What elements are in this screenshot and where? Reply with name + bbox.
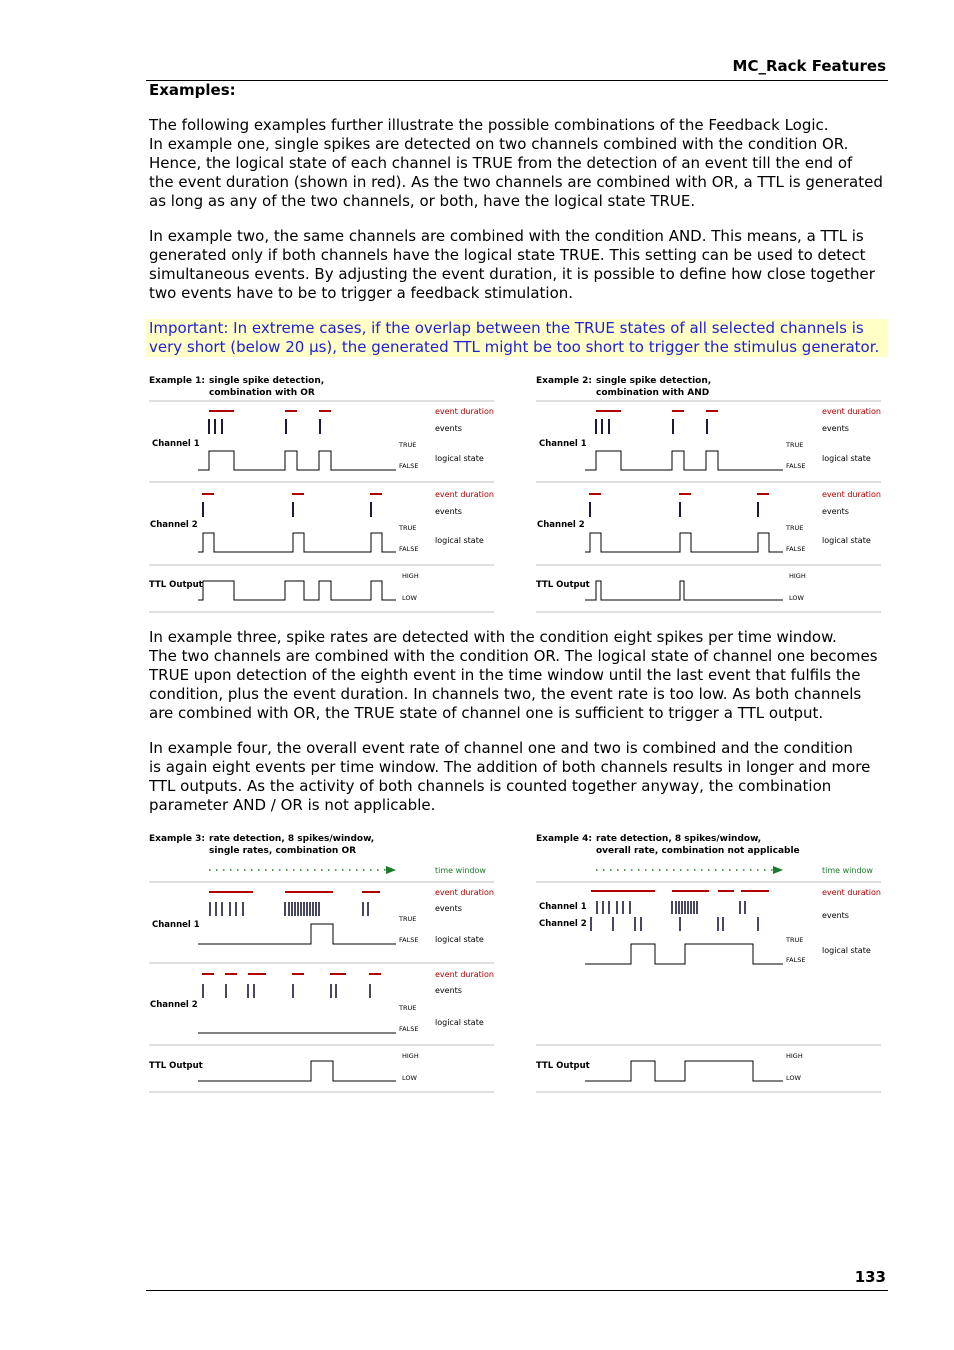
channel-1-label: Channel 1 — [152, 439, 200, 449]
footer-rule — [146, 1290, 888, 1291]
event-duration-label: event duration — [435, 970, 494, 979]
event-duration-label: event duration — [822, 490, 881, 499]
ttl-output-label: TTL Output — [149, 1061, 203, 1071]
events-label: events — [435, 986, 462, 995]
low-label: LOW — [786, 1074, 801, 1082]
logical-state-label: logical state — [435, 536, 484, 545]
false-label: FALSE — [399, 936, 419, 944]
low-label: LOW — [402, 594, 417, 602]
fig-title: Example 1: — [149, 376, 206, 386]
true-label: TRUE — [399, 441, 417, 449]
important-note — [146, 319, 888, 357]
text-line: generated only if both channels have the logical state TRUE. This setting can be used to detect — [149, 246, 866, 264]
logical-state-label: logical state — [435, 454, 484, 463]
logical-state-label: logical state — [435, 935, 484, 944]
true-label: TRUE — [786, 524, 804, 532]
running-header: MC_Rack Features — [732, 57, 886, 75]
event-duration-label: event duration — [435, 407, 494, 416]
fig-subtitle: combination with OR — [209, 388, 315, 398]
text-line: TRUE upon detection of the eighth event in the time window until the last event that fulfils the — [149, 666, 861, 684]
text-line: In example one, single spikes are detected on two channels combined with the condition OR. — [149, 135, 849, 153]
true-label: TRUE — [399, 1004, 417, 1012]
channel-1-label: Channel 1 — [539, 902, 587, 912]
fig-subtitle: single rates, combination OR — [209, 846, 357, 856]
text-line: TTL outputs. As the activity of both channels is counted together anyway, the combination — [149, 777, 832, 795]
figure-example-3 — [146, 830, 498, 1096]
text-line: are combined with OR, the TRUE state of channel one is sufficient to trigger a TTL output. — [149, 704, 824, 722]
text-line: The two channels are combined with the condition OR. The logical state of channel one becomes — [149, 647, 878, 665]
channel-1-label: Channel 1 — [152, 920, 200, 930]
false-label: FALSE — [786, 545, 806, 553]
page-number: 133 — [854, 1268, 886, 1286]
events-label: events — [822, 911, 849, 920]
event-duration-label: event duration — [435, 490, 494, 499]
text-line: as long as any of the two channels, or both, have the logical state TRUE. — [149, 192, 696, 210]
low-label: LOW — [789, 594, 804, 602]
ttl-output-label: TTL Output — [536, 1061, 590, 1071]
ttl-output-label: TTL Output — [536, 580, 590, 590]
text-line: two events have to be to trigger a feedback stimulation. — [149, 284, 574, 302]
time-window-label: time window — [822, 866, 873, 875]
false-label: FALSE — [399, 462, 419, 470]
high-label: HIGH — [402, 1052, 419, 1060]
true-label: TRUE — [786, 441, 804, 449]
text-line: condition, plus the event duration. In channels two, the event rate is too low. As both channels — [149, 685, 862, 703]
low-label: LOW — [402, 1074, 417, 1082]
events-label: events — [435, 904, 462, 913]
fig-subtitle: rate detection, 8 spikes/window, — [596, 834, 762, 844]
fig-title: Example 2: — [536, 376, 593, 386]
channel-2-label: Channel 2 — [537, 520, 585, 530]
figure-example-1 — [146, 372, 498, 616]
text-line: The following examples further illustrate the possible combinations of the Feedback Logic. — [149, 116, 829, 134]
text-line: is again eight events per time window. The addition of both channels results in longer and more — [149, 758, 871, 776]
header-rule — [146, 80, 888, 81]
paragraph-2 — [149, 227, 884, 303]
fig-subtitle: overall rate, combination not applicable — [596, 846, 800, 856]
text-line: the event duration (shown in red). As the two channels are combined with OR, a TTL is generated — [149, 173, 883, 191]
events-label: events — [435, 507, 462, 516]
text-line: In example four, the overall event rate of channel one and two is combined and the condition — [149, 739, 853, 757]
events-label: events — [435, 424, 462, 433]
event-duration-label: event duration — [822, 407, 881, 416]
figure-example-2 — [533, 372, 885, 616]
important-line: Important: In extreme cases, if the overlap between the TRUE states of all selected channels is — [149, 319, 864, 337]
text-line: In example two, the same channels are combined with the condition AND. This means, a TTL is — [149, 227, 864, 245]
high-label: HIGH — [789, 572, 806, 580]
high-label: HIGH — [402, 572, 419, 580]
channel-1-label: Channel 1 — [539, 439, 587, 449]
event-duration-label: event duration — [435, 888, 494, 897]
true-label: TRUE — [399, 524, 417, 532]
false-label: FALSE — [786, 462, 806, 470]
logical-state-label: logical state — [822, 454, 871, 463]
fig-title: Example 4: — [536, 834, 593, 844]
figure-example-4 — [533, 830, 885, 1096]
time-window-label: time window — [435, 866, 486, 875]
false-label: FALSE — [399, 1025, 419, 1033]
text-line: Hence, the logical state of each channel is TRUE from the detection of an event till the end of — [149, 154, 853, 172]
events-label: events — [822, 424, 849, 433]
ttl-output-label: TTL Output — [149, 580, 203, 590]
fig-subtitle: combination with AND — [596, 388, 710, 398]
paragraph-4 — [149, 739, 884, 815]
events-label: events — [822, 507, 849, 516]
true-label: TRUE — [786, 936, 804, 944]
true-label: TRUE — [399, 915, 417, 923]
section-heading: Examples: — [149, 81, 236, 99]
fig-subtitle: single spike detection, — [596, 376, 712, 386]
text-line: In example three, spike rates are detected with the condition eight spikes per time window. — [149, 628, 837, 646]
fig-title: Example 3: — [149, 834, 206, 844]
important-line: very short (below 20 µs), the generated TTL might be too short to trigger the stimulus generator. — [149, 338, 880, 356]
text-line: parameter AND / OR is not applicable. — [149, 796, 436, 814]
event-duration-label: event duration — [822, 888, 881, 897]
logical-state-label: logical state — [435, 1018, 484, 1027]
false-label: FALSE — [399, 545, 419, 553]
logical-state-label: logical state — [822, 536, 871, 545]
paragraph-1 — [149, 116, 884, 211]
logical-state-label: logical state — [822, 946, 871, 955]
channel-2-label: Channel 2 — [150, 520, 198, 530]
channel-2-label: Channel 2 — [150, 1000, 198, 1010]
fig-subtitle: single spike detection, — [209, 376, 325, 386]
fig-subtitle: rate detection, 8 spikes/window, — [209, 834, 375, 844]
channel-2-label: Channel 2 — [539, 919, 587, 929]
false-label: FALSE — [786, 956, 806, 964]
high-label: HIGH — [786, 1052, 803, 1060]
paragraph-3 — [149, 628, 884, 723]
text-line: simultaneous events. By adjusting the event duration, it is possible to define how close together — [149, 265, 875, 283]
